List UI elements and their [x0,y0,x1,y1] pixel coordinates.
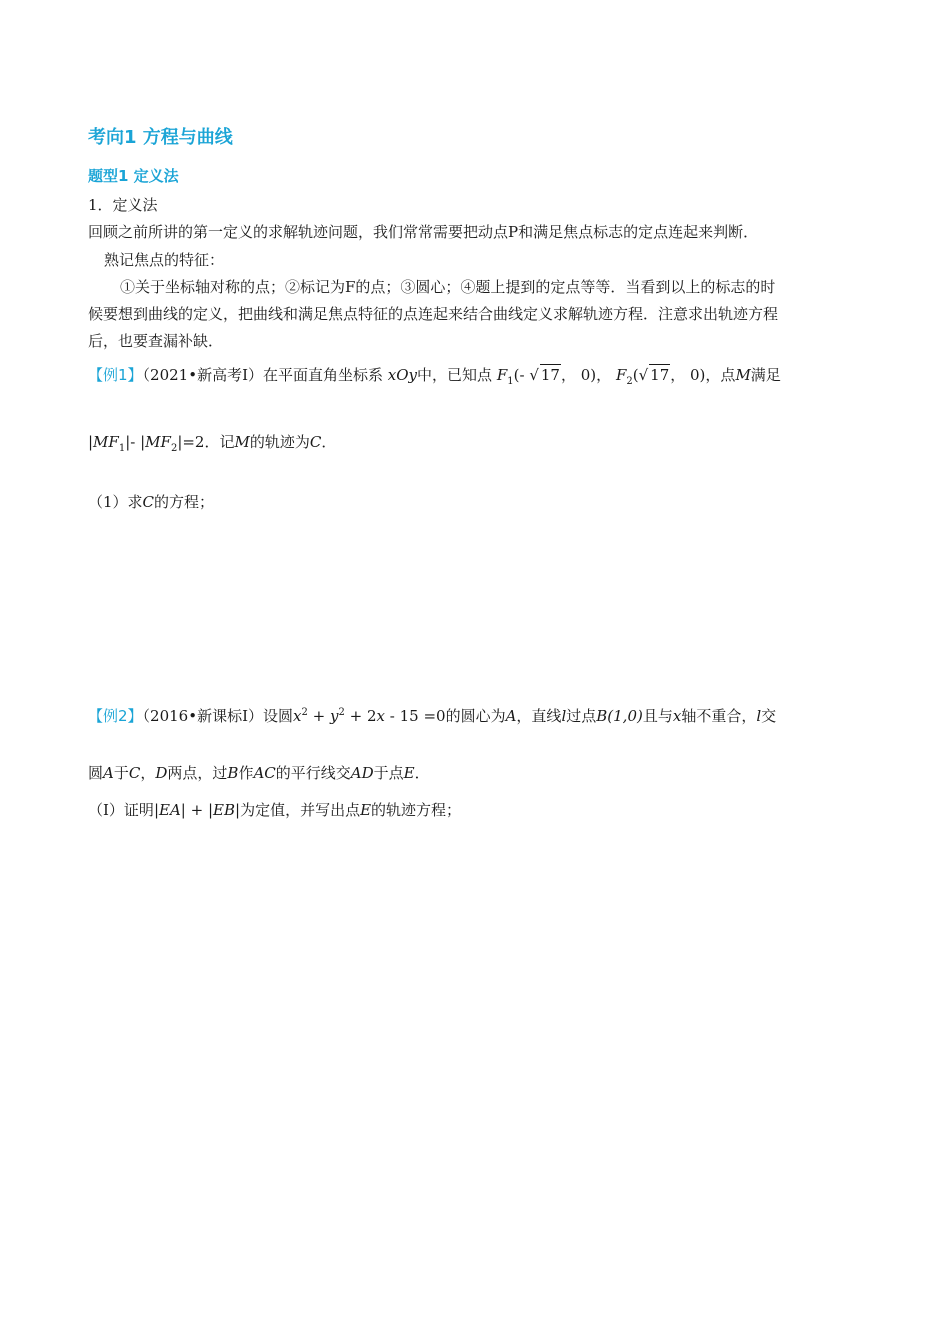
intro-line-1: 回顾之前所讲的第一定义的求解轨迹问题，我们常常需要把动点P和满足焦点标志的定点连起来判断． [88,223,759,241]
example2-question1: （Ⅰ）证明|EA| + |EB|为定值，并写出点E的轨迹方程； [88,801,462,819]
example1-tag: 【例1】 [88,366,143,384]
point-f1: $F_1(-$ √ 17， 0) [496,366,597,387]
point-b: B(1,0) [596,707,643,725]
example1-source: （2021•新高考Ⅰ） [142,366,263,384]
example2-source: （2016•新课标Ⅰ） [142,707,263,725]
intro-line-5: 后，也要查漏补缺． [88,332,224,350]
example1-question1: （1）求C的方程； [88,493,215,511]
section-title: 考向1 方程与曲线 [88,127,233,148]
example1-line1: 【例1】（2021•新高考Ⅰ）在平面直角坐标系 xOy中，已知点 $F_1(-$ √ 17， 0)， $F_2(√$ 17， 0)，点M满足 [88,366,781,387]
distance-equation: $|MF_1|-$ $|MF_2|=2$ [88,433,205,454]
intro-item-title: 1．定义法 [88,196,158,214]
example1-line2: $|MF_1|-$ $|MF_2|=2$．记M的轨迹为C． [88,433,337,454]
intro-line-3: ①关于坐标轴对称的点；②标记为F的点；③圆心；④题上提到的定点等等．当看到以上的标志的时 [120,278,776,296]
distance-sum: |EA| + |EB| [153,801,241,819]
example2-line1: 【例2】（2016•新课标Ⅰ）设圆$x^2 + y^2 + 2x - 15 =0$的圆心为A，直线l过点B(1,0)且与x轴不重合，l交 [88,707,777,725]
intro-line-4: 候要想到曲线的定义，把曲线和满足焦点特征的点连起来结合曲线定义求解轨迹方程．注意求出轨迹方程 [88,305,779,323]
point-f2: $F_2(√$ 17， 0) [615,366,706,387]
example2-tag: 【例2】 [88,707,143,725]
intro-line-2: 熟记焦点的特征： [104,251,225,269]
example2-line2: 圆A于C，D两点，过B作AC的平行线交AD于点E． [88,764,430,782]
coord-system: xOy [387,366,418,384]
section-subtitle: 题型1 定义法 [88,167,179,185]
circle-equation: $x^2 + y^2 + 2x - 15 =0$ [293,707,446,725]
